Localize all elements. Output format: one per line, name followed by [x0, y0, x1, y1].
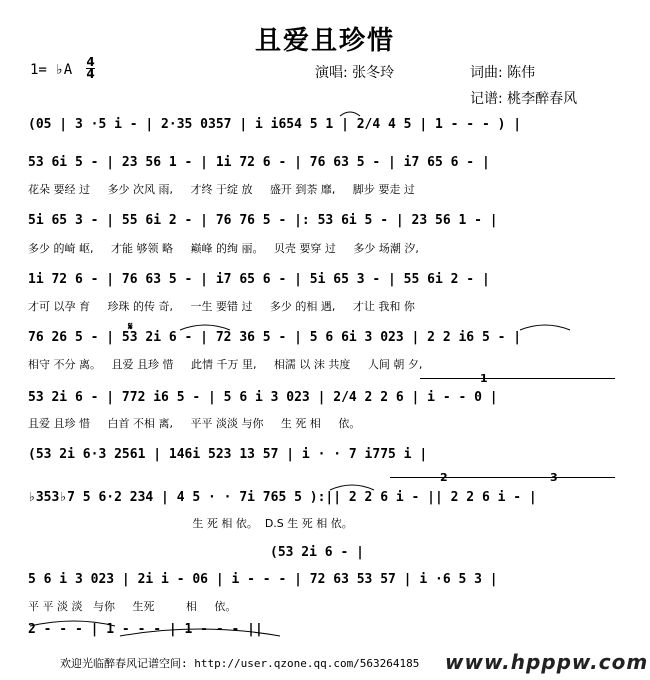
score-row-5-lyrics: 相守 不分 离。 且爱 且珍 惜 此情 千万 里, 相濡 以 沫 共度 人间 朝 夕, [28, 358, 423, 371]
score-row-11-notes: 2 - - - | 1 - - - | 1 - - - || [28, 622, 263, 637]
score-row-3-notes: 5i 65 3 - | 55 6i 2 - | 76 76 5 - |: 53 6i 5 - | 23 56 1 - | [28, 213, 498, 228]
third-ending-number: 3 [550, 471, 558, 484]
time-signature-top: 4 [86, 55, 95, 69]
slur [330, 485, 374, 490]
score-row-4-notes: 1i 72 6 - | 76 63 5 - | i7 65 6 - | 5i 65 3 - | 55 6i 2 - | [28, 272, 490, 287]
transcriber-credit: 记谱: 桃李醉春风 [470, 91, 578, 107]
key-signature: 1= ♭A [30, 62, 73, 78]
time-signature-bottom: 4 [86, 67, 95, 81]
slur [520, 325, 570, 330]
slur [180, 325, 230, 330]
score-row-1-notes: (05 | 3 ·5 i - | 2·35 0357 | i i654 5 1 | 2/4 4 5 | 1 - - - ) | [28, 117, 522, 132]
score-row-2-notes: 53 6i 5 - | 23 56 1 - | 1i 72 6 - | 76 63 5 - | i7 65 6 - | [28, 155, 490, 170]
score-row-5-notes: 76 26 5 - | 53 2i 6 - | 72 36 5 - | 5 6 6i 3 023 | 2 2 i6 5 - | [28, 330, 522, 345]
song-title: 且爱且珍惜 [254, 26, 395, 56]
slur [340, 112, 360, 116]
site-logo: www.hpppw.com [445, 650, 649, 674]
score-row-7-notes: (53 2i 6·3 2561 | 146i 523 13 57 | i · · 7 i775 i | [28, 447, 428, 462]
score-row-9-notes: (53 2i 6 - | [270, 545, 364, 560]
slur [30, 621, 115, 626]
score-row-3-lyrics: 多少 的崎 岖, 才能 够领 略 巅峰 的绚 丽。 贝壳 要穿 过 多少 场潮 汐, [28, 242, 419, 255]
second-ending-number: 2 [440, 471, 448, 484]
score-row-4-lyrics: 才可 以孕 育 珍珠 的传 奇, 一生 要错 过 多少 的相 遇, 才让 我和 你 [28, 300, 415, 313]
lyricist-credit: 词曲: 陈伟 [470, 65, 536, 81]
segno-mark: 𝄋 [128, 320, 133, 333]
singer-credit: 演唱: 张冬玲 [315, 65, 395, 81]
score-row-8-lyrics: 生 死 相 依。 D.S 生 死 相 依。 [28, 517, 353, 530]
score-row-10-lyrics: 平 平 淡 淡 与你 生死 相 依。 [28, 600, 237, 613]
score-row-8-notes: ♭353♭7 5 6·2 234 | 4 5 · · 7i 765 5 ):|| 2 2 6 i - || 2 2 6 i - | [28, 490, 537, 505]
score-row-10-notes: 5 6 i 3 023 | 2i i - 06 | i - - - | 72 63 53 57 | i ·6 5 3 | [28, 572, 498, 587]
first-ending-number: 1 [480, 372, 488, 385]
score-row-6-lyrics: 且爱 且珍 惜 白首 不相 离, 平平 淡淡 与你 生 死 相 依。 [28, 417, 361, 430]
slur [120, 629, 280, 636]
footer-note: 欢迎光临醉春风记谱空间: http://user.qzone.qq.com/563264185 [60, 657, 420, 670]
score-row-2-lyrics: 花朵 要经 过 多少 次风 雨, 才终 于绽 放 盛开 到荼 靡, 脚步 要走 过 [28, 183, 415, 196]
score-row-6-notes: 53 2i 6 - | 772 i6 5 - | 5 6 i 3 023 | 2/4 2 2 6 | i - - 0 | [28, 390, 498, 405]
